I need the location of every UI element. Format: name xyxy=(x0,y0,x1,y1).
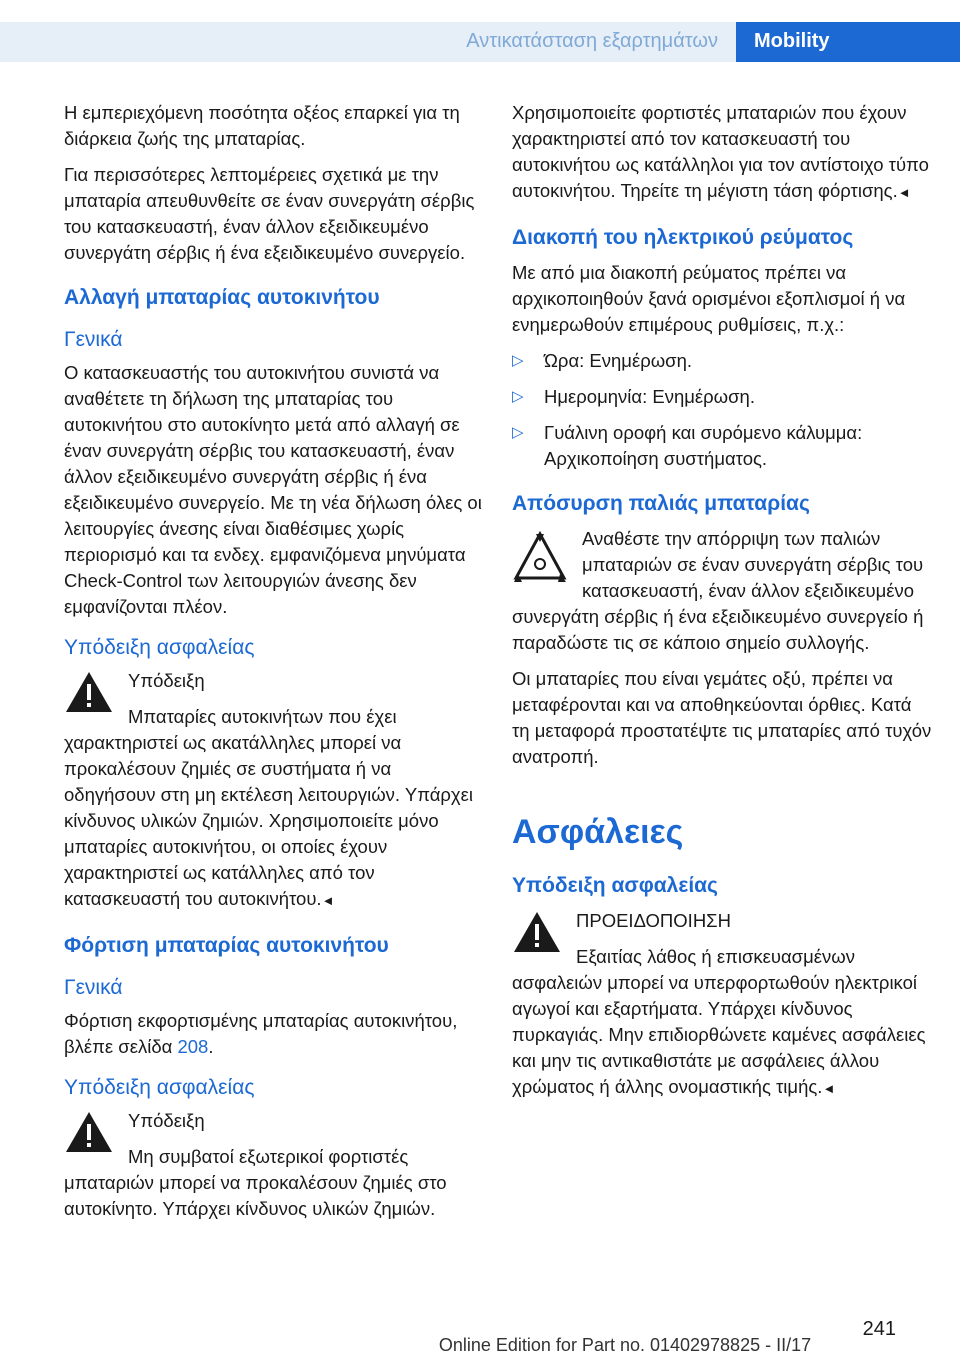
end-mark-icon: ◄ xyxy=(321,893,335,908)
paragraph: Ο κατασκευαστής του αυτοκινήτου συνιστά να αναθέτετε τη δήλωση της μπαταρίας του αυτοκινήτου στο αυτοκίνητο μετά από αλλαγή σε έναν συνεργάτη σέρβις του κατασκευαστή, έναν άλλον εξειδικευμένο συνεργάτη σέρβις ή ένα εξειδικευμένο συνεργείο. Με τη νέα δήλωση όλες οι λειτουργίες άνεσης είναι διαθέσιμες χωρίς περιορισμό και τα ενδεχ. εμφανιζόμενα μηνύματα Check-Control των λειτουργιών άνεσης δεν εμφανίζονται πλέον. xyxy=(64,362,482,617)
footer-edition: Online Edition for Part no. 01402978825 - II/17 xyxy=(438,1335,812,1355)
warning-text: Μπαταρίες αυτοκινήτων που έχει χαρακτηριστεί ως ακατάλληλες μπορεί να προκαλέσουν ζημιές σε συστήματα ή να οδηγήσουν στη μη εκτέλεση λειτουργιών. Υπάρχει κίνδυνος υλικών ζημιών. Χρησιμοποιείτε μόνο μπαταρίες αυτοκινήτου, οι οποίες έχουν χαρακτηριστεί ως κατάλληλες από τον κατασκευαστή του αυτοκινήτου.◄ xyxy=(64,706,473,909)
subsection-heading: Γενικά xyxy=(64,328,123,351)
subsection-heading: Γενικά xyxy=(64,976,123,999)
paragraph: Για περισσότερες λεπτομέρειες σχετικά με την μπαταρία απευθυνθείτε σε έναν συνεργάτη σέρβις του κατασκευαστή, έναν άλλον εξειδικευμένο συνεργάτη σέρβις ή ένα εξειδικευμένο συνεργείο. xyxy=(64,164,475,263)
paragraph: Αναθέστε την απόρριψη των παλιών μπαταριών σε έναν συνεργάτη σέρβις του κατασκευαστή, έναν άλλον εξειδικευμένο συνεργάτη σέρβις ή ένα εξειδικευμένο συνεργείο ή παραδώστε τις σε κάποιο σημείο συλλογής. xyxy=(512,528,924,653)
disposal-block xyxy=(512,526,932,656)
warning-text: Μη συμβατοί εξωτερικοί φορτιστές μπαταριών μπορεί να προκαλέσουν ζημιές στο αυτοκίνητο. Υπάρχει κίνδυνος υλικών ζημιών. xyxy=(64,1146,447,1219)
bullet-icon: ▷ xyxy=(512,388,524,405)
recycling-icon xyxy=(512,530,568,592)
chapter-heading: Ασφάλειες xyxy=(512,813,684,851)
warning-icon xyxy=(64,670,114,714)
warning-title: ΠΡΟΕΙΔΟΠΟΙΗΣΗ xyxy=(576,910,731,931)
header-chapter-tab xyxy=(736,22,960,62)
warning-icon xyxy=(512,910,562,954)
header-chapter-title: Mobility xyxy=(754,30,830,52)
section-heading: Απόσυρση παλιάς μπαταρίας xyxy=(512,492,810,515)
subsection-heading: Υπόδειξη ασφαλείας xyxy=(64,636,255,659)
bullet-icon: ▷ xyxy=(512,424,524,441)
paragraph: Οι μπαταρίες που είναι γεμάτες οξύ, πρέπει να μεταφέρονται και να αποθηκεύονται όρθιες. Κατά τη μεταφορά προστατέψτε τις μπαταρίες από τυχόν ανατροπή. xyxy=(512,668,932,767)
header-section-bar xyxy=(0,22,736,62)
header-section-title: Αντικατάσταση εξαρτημάτων xyxy=(466,30,718,52)
warning-block xyxy=(512,908,932,1102)
section-heading: Υπόδειξη ασφαλείας xyxy=(512,874,718,897)
warning-title: Υπόδειξη xyxy=(128,670,205,691)
paragraph: Χρησιμοποιείτε φορτιστές μπαταριών που έχουν χαρακτηριστεί από τον κατασκευαστή του αυτοκινήτου ως κατάλληλοι για τον αντίστοιχο τύπο αυτοκινήτου. Τηρείτε τη μέγιστη τάση φόρτισης.◄ xyxy=(512,102,929,201)
paragraph: Με από μια διακοπή ρεύματος πρέπει να αρχικοποιηθούν ξανά ορισμένοι εξοπλισμοί ή να ενημερωθούν επιμέρους ρυθμίσεις, π.χ.: xyxy=(512,262,906,335)
bullet-icon: ▷ xyxy=(512,352,524,369)
list-item: ▷ Γυάλινη οροφή και συρόμενο κάλυμμα: Αρχικοποίηση συστήματος. xyxy=(512,422,863,469)
section-heading: Φόρτιση μπαταρίας αυτοκινήτου xyxy=(64,934,389,957)
subsection-heading: Υπόδειξη ασφαλείας xyxy=(64,1076,255,1099)
bullet-list xyxy=(512,348,932,472)
list-item: ▷ Ώρα: Ενημέρωση. xyxy=(512,348,932,374)
page-reference-link[interactable]: 208 xyxy=(177,1036,209,1057)
end-mark-icon: ◄ xyxy=(897,185,911,200)
section-heading: Διακοπή του ηλεκτρικού ρεύματος xyxy=(512,226,854,249)
warning-block xyxy=(64,668,484,914)
paragraph: Φόρτιση εκφορτισμένης μπαταρίας αυτοκινήτου, βλέπε σελίδα 208. xyxy=(64,1010,458,1057)
paragraph: Η εμπεριεχόμενη ποσότητα οξέος επαρκεί για τη διάρκεια ζωής της μπαταρίας. xyxy=(64,102,460,149)
warning-block xyxy=(64,1108,484,1222)
left-column xyxy=(64,100,484,1232)
list-item: ▷ Ημερομηνία: Ενημέρωση. xyxy=(512,384,932,410)
section-heading: Αλλαγή μπαταρίας αυτοκινήτου xyxy=(64,286,380,309)
end-mark-icon: ◄ xyxy=(822,1081,836,1096)
warning-icon xyxy=(64,1110,114,1154)
page-number: 241 xyxy=(862,1318,896,1340)
warning-text: Εξαιτίας λάθος ή επισκευασμένων ασφαλειών μπορεί να υπερφορτωθούν ηλεκτρικοί αγωγοί και εξαρτήματα. Υπάρχει κίνδυνος πυρκαγιάς. Μην επιδιορθώνετε καμένες ασφάλειες και μην τις αντικαθιστάτε με ασφάλειες άλλου χρώματος ή άλλης ονομαστικής τιμής.◄ xyxy=(512,946,926,1097)
warning-title: Υπόδειξη xyxy=(128,1110,205,1131)
right-column xyxy=(512,100,932,1112)
